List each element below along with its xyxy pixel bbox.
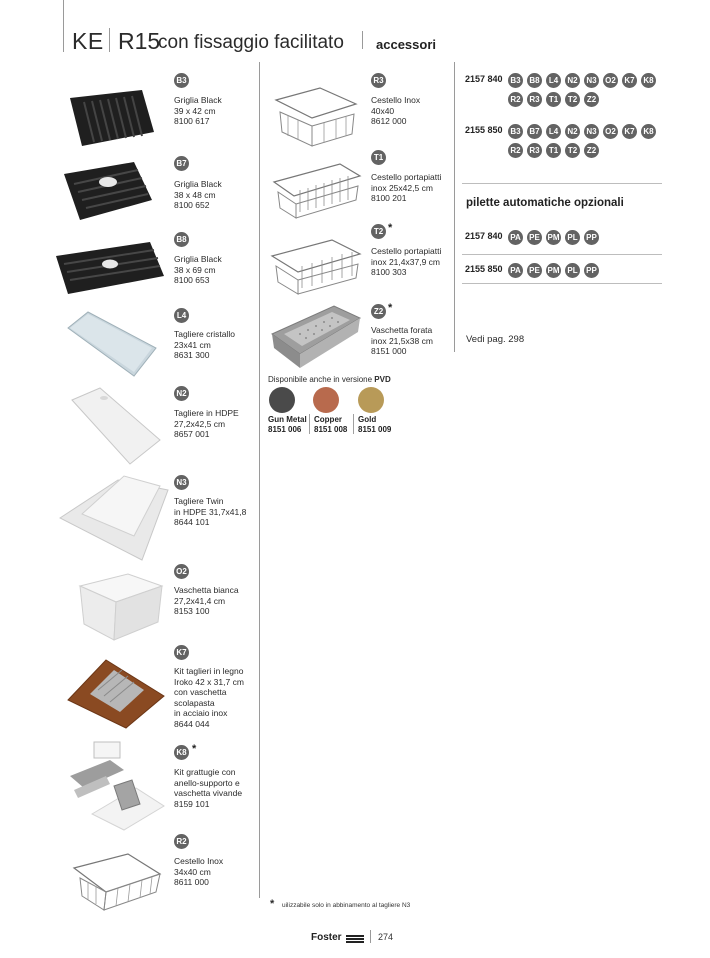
swatch-sep-1 [309, 414, 310, 434]
grater-kit-k8-image [66, 740, 166, 832]
right-rule-1 [462, 183, 662, 184]
perforated-tray-z2-image [270, 304, 362, 370]
compat-2155850-badge-k7: K7 [622, 124, 637, 139]
footnote-text: uilizzabile solo in abbinamento al tagliere N3 [282, 902, 411, 909]
compat-2155850-badge-t2: T2 [565, 143, 580, 158]
compat-2157840-badge-t2: T2 [565, 92, 580, 107]
compat-2157840-badge-z2: Z2 [584, 92, 599, 107]
swatch-gold [358, 387, 384, 413]
item-n3-text: Tagliere Twin in HDPE 31,7x41,8 8644 101 [174, 496, 247, 528]
compat-2157840-badge-b3: B3 [508, 73, 523, 88]
header-subtitle: con fissaggio facilitato [158, 32, 344, 53]
compat-2155850-badge-z2: Z2 [584, 143, 599, 158]
opt-code-2155850: 2155 850 [465, 264, 503, 274]
brand-stripes-icon [346, 935, 364, 943]
badge-o2: O2 [174, 564, 189, 579]
compat-2157840-badge-k8: K8 [641, 73, 656, 88]
compat-2157840-badge-n3: N3 [584, 73, 599, 88]
badge-r2: R2 [174, 834, 189, 849]
swatch-sep-2 [353, 414, 354, 434]
twin-board-n3-image [58, 474, 170, 564]
z2-star: * [388, 302, 393, 314]
compat-2157840-badge-t1: T1 [546, 92, 561, 107]
compat-2157840-badge-r2: R2 [508, 92, 523, 107]
glass-board-l4-image [66, 310, 158, 382]
wood-kit-k7-image [66, 656, 166, 730]
compat-2155850-badge-n2: N2 [565, 124, 580, 139]
compat-2155850-badge-o2: O2 [603, 124, 618, 139]
badge-t2: T2 [371, 224, 386, 239]
opt-badges-2155850 [508, 263, 668, 278]
page-number: 274 [378, 932, 394, 942]
swatch-copper [313, 387, 339, 413]
dish-rack-t2-image [268, 238, 362, 296]
right-rule-2 [462, 254, 662, 255]
header-model: R15 [118, 28, 161, 54]
opt-2157840-badge-pm: PM [546, 230, 561, 245]
badge-r3: R3 [371, 73, 386, 88]
item-b8-text: Griglia Black 38 x 69 cm 8100 653 [174, 254, 222, 286]
badge-b3: B3 [174, 73, 189, 88]
grid-b3-image [66, 88, 156, 150]
item-b7-text: Griglia Black 38 x 48 cm 8100 652 [174, 179, 222, 211]
wire-basket-r3-image [272, 86, 358, 150]
white-bowl-o2-image [76, 572, 166, 644]
header-section: accessori [376, 37, 436, 52]
wire-basket-r2-image [70, 852, 164, 914]
column-divider-1 [259, 62, 260, 898]
swatch-gun-metal-label: Gun Metal 8151 006 [268, 415, 307, 434]
opt-2157840-badge-pe: PE [527, 230, 542, 245]
compat-code-2155850: 2155 850 [465, 125, 503, 135]
badge-k8: K8 [174, 745, 189, 760]
opt-2155850-badge-pm: PM [546, 263, 561, 278]
badge-b8: B8 [174, 232, 189, 247]
opt-2155850-badge-pp: PP [584, 263, 599, 278]
compat-badges-2157840 [508, 73, 668, 107]
compat-2157840-badge-n2: N2 [565, 73, 580, 88]
brand-logo: Foster [311, 932, 342, 943]
item-r2-text: Cestello Inox 34x40 cm 8611 000 [174, 856, 224, 888]
item-r3-text: Cestello Inox 40x40 8612 000 [371, 95, 421, 127]
item-o2-text: Vaschetta bianca 27,2x41,4 cm 8153 100 [174, 585, 239, 617]
compat-2155850-badge-r3: R3 [527, 143, 542, 158]
opt-2157840-badge-pl: PL [565, 230, 580, 245]
swatch-copper-label: Copper 8151 008 [314, 415, 348, 434]
compat-2155850-badge-n3: N3 [584, 124, 599, 139]
compat-2157840-badge-b8: B8 [527, 73, 542, 88]
compat-badges-2155850 [508, 124, 668, 158]
pvd-intro: Disponibile anche in versione PVD [268, 375, 391, 384]
item-k7-text: Kit taglieri in legno Iroko 42 x 31,7 cm con vaschetta scolapasta in acciaio inox 8644 044 [174, 666, 244, 729]
item-b3-text: Griglia Black 39 x 42 cm 8100 617 [174, 95, 222, 127]
opt-2157840-badge-pa: PA [508, 230, 523, 245]
badge-z2: Z2 [371, 304, 386, 319]
grid-b7-image [60, 160, 156, 224]
opt-badges-2157840 [508, 230, 668, 245]
item-n2-text: Tagliere in HDPE 27,2x42,5 cm 8657 001 [174, 408, 239, 440]
swatch-gold-label: Gold 8151 009 [358, 415, 392, 434]
opt-code-2157840: 2157 840 [465, 231, 503, 241]
badge-n3: N3 [174, 475, 189, 490]
column-divider-2 [454, 62, 455, 352]
right-rule-3 [462, 283, 662, 284]
dish-rack-t1-image [270, 160, 362, 222]
compat-2157840-badge-l4: L4 [546, 73, 561, 88]
item-l4-text: Tagliere cristallo 23x41 cm 8631 300 [174, 329, 235, 361]
compat-2155850-badge-r2: R2 [508, 143, 523, 158]
hdpe-board-n2-image [70, 386, 162, 468]
compat-2155850-badge-t1: T1 [546, 143, 561, 158]
compat-2155850-badge-k8: K8 [641, 124, 656, 139]
compat-2157840-badge-r3: R3 [527, 92, 542, 107]
item-k8-text: Kit grattugie con anello-supporto e vaschetta vivande 8159 101 [174, 767, 243, 809]
opt-2155850-badge-pl: PL [565, 263, 580, 278]
header-ke: KE [72, 28, 104, 54]
badge-n2: N2 [174, 386, 189, 401]
compat-code-2157840: 2157 840 [465, 74, 503, 84]
item-t1-text: Cestello portapiatti inox 25x42,5 cm 8100 201 [371, 172, 442, 204]
badge-t1: T1 [371, 150, 386, 165]
swatch-gun-metal [269, 387, 295, 413]
item-z2-text: Vaschetta forata inox 21,5x38 cm 8151 000 [371, 325, 433, 357]
opt-2155850-badge-pe: PE [527, 263, 542, 278]
header-divider-2 [362, 31, 363, 49]
badge-b7: B7 [174, 156, 189, 171]
opt-2155850-badge-pa: PA [508, 263, 523, 278]
footnote-star: * [270, 898, 275, 910]
compat-2157840-badge-k7: K7 [622, 73, 637, 88]
item-t2-text: Cestello portapiatti inox 21,4x37,9 cm 8100 303 [371, 246, 442, 278]
header-divider [109, 28, 110, 52]
header-left-rule [63, 0, 64, 52]
grid-b8-image [54, 240, 166, 296]
k8-star: * [192, 743, 197, 755]
compat-2155850-badge-b3: B3 [508, 124, 523, 139]
see-page-link[interactable]: Vedi pag. 298 [466, 334, 525, 345]
badge-k7: K7 [174, 645, 189, 660]
optional-title: pilette automatiche opzionali [466, 197, 624, 209]
footer-divider [370, 930, 371, 943]
opt-2157840-badge-pp: PP [584, 230, 599, 245]
t2-star: * [388, 222, 393, 234]
compat-2155850-badge-l4: L4 [546, 124, 561, 139]
compat-2155850-badge-b7: B7 [527, 124, 542, 139]
badge-l4: L4 [174, 308, 189, 323]
compat-2157840-badge-o2: O2 [603, 73, 618, 88]
